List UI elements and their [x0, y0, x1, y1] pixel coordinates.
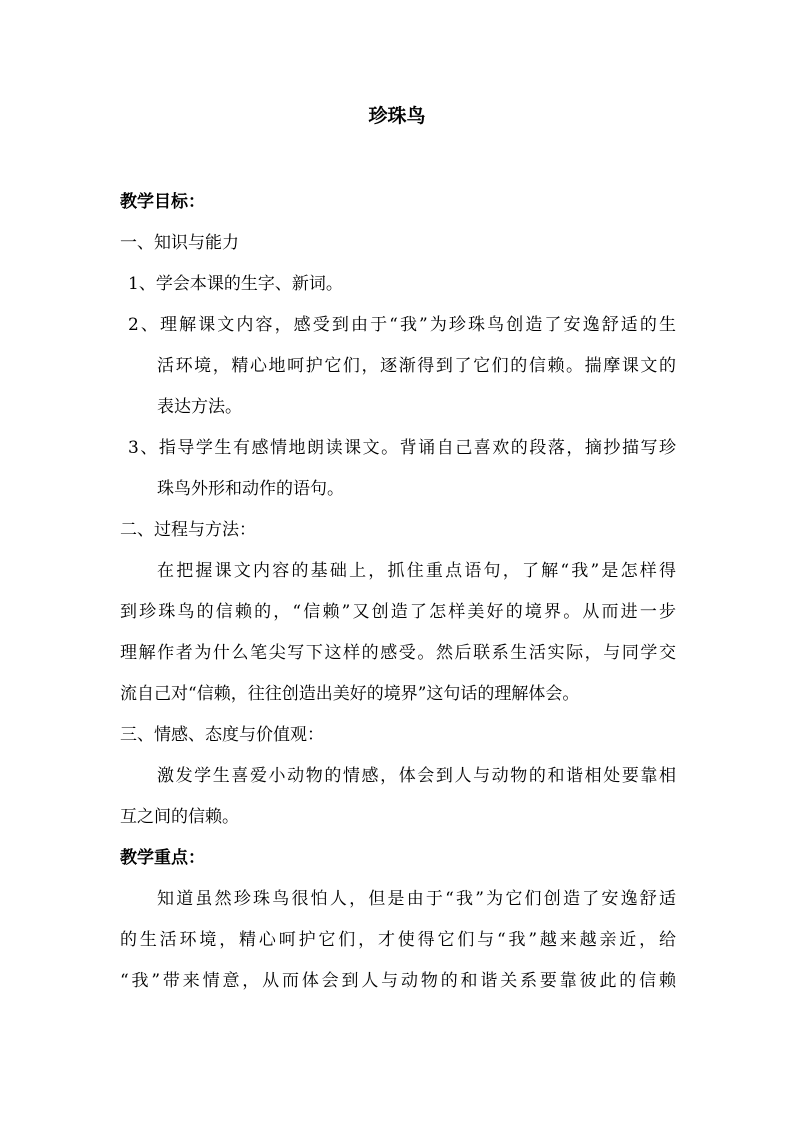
paragraph-emotion-line-2: 互之间的信赖。: [120, 807, 239, 827]
paragraph-emotion-line-1: 激发学生喜爱小动物的情感，体会到人与动物的和谐相处要靠相: [157, 766, 676, 786]
paragraph-process-line-4: 流自己对“信赖，往往创造出美好的境界”这句话的理解体会。: [120, 684, 580, 704]
paragraph-process-line-1: 在把握课文内容的基础上，抓住重点语句，了解“我”是怎样得: [157, 561, 676, 581]
list-item-3-line-1: 3、指导学生有感情地朗读课文。背诵自己喜欢的段落，摘抄描写珍: [128, 438, 676, 458]
list-item-3-line-2: 珠鸟外形和动作的语句。: [157, 479, 344, 499]
list-item-2-line-2: 活环境，精心地呵护它们，逐渐得到了它们的信赖。揣摩课文的: [157, 356, 676, 376]
list-item-2-line-1: 2、理解课文内容，感受到由于“我”为珍珠鸟创造了安逸舒适的生: [128, 315, 676, 335]
section-heading-process: 二、过程与方法：: [120, 520, 256, 540]
paragraph-key-points-line-2: 的生活环境，精心呵护它们，才使得它们与“我”越来越亲近，给: [120, 930, 676, 950]
paragraph-process-line-2: 到珍珠鸟的信赖的，“信赖”又创造了怎样美好的境界。从而进一步: [120, 602, 676, 622]
document-title: 珍珠鸟: [368, 105, 426, 127]
paragraph-key-points-line-3: “我”带来情意，从而体会到人与动物的和谐关系要靠彼此的信赖: [120, 971, 676, 991]
list-item-1: 1、学会本课的生字、新词。: [128, 274, 343, 294]
paragraph-process-line-3: 理解作者为什么笔尖写下这样的感受。然后联系生活实际，与同学交: [120, 643, 676, 663]
section-heading-emotion: 三、情感、态度与价值观：: [120, 725, 324, 745]
section-heading-knowledge: 一、知识与能力: [120, 233, 239, 253]
paragraph-key-points-line-1: 知道虽然珍珠鸟很怕人，但是由于“我”为它们创造了安逸舒适: [157, 889, 676, 909]
list-item-2-line-3: 表达方法。: [157, 397, 242, 417]
heading-key-points: 教学重点：: [120, 848, 205, 868]
heading-teaching-goals: 教学目标：: [120, 192, 205, 212]
